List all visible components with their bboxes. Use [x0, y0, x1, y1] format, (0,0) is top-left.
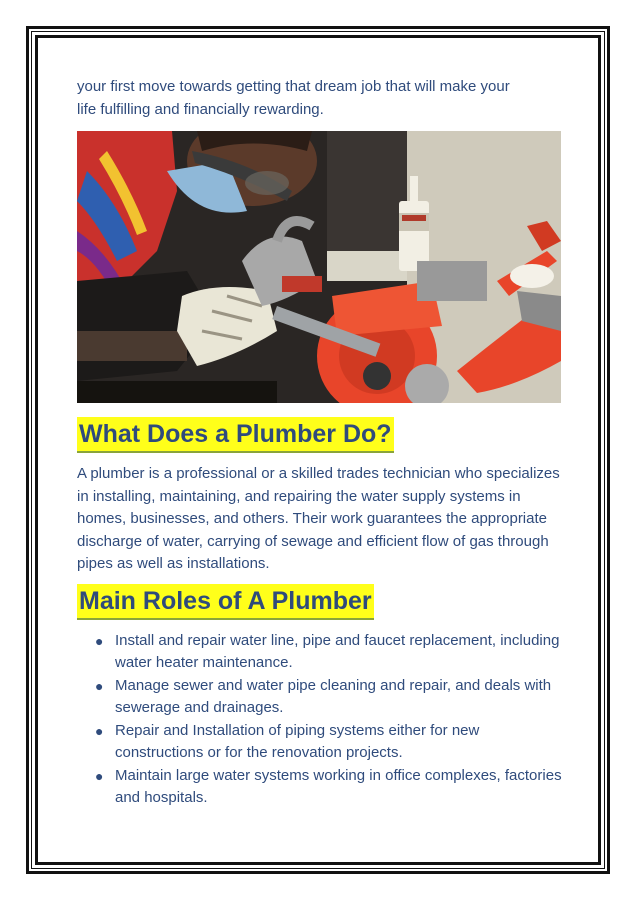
- list-item-text: Install and repair water line, pipe and faucet replacement, including water heater maintenance.: [115, 631, 560, 671]
- list-item-text: Manage sewer and water pipe cleaning and repair, and deals with sewerage and drainages.: [115, 676, 552, 716]
- bullet-icon: ●: [95, 722, 104, 739]
- bullet-icon: ●: [95, 767, 104, 784]
- list-item: [95, 720, 563, 765]
- list-item: [95, 765, 563, 810]
- list-item-text: Repair and Installation of piping systems either for new constructions or for the renovation projects.: [115, 721, 480, 761]
- roles-list: [77, 630, 563, 810]
- list-item-text: Maintain large water systems working in office complexes, factories and hospitals.: [115, 766, 562, 806]
- intro-paragraph: [77, 76, 563, 121]
- list-item: [95, 630, 563, 675]
- list-item: [95, 675, 563, 720]
- bullet-icon: ●: [95, 632, 104, 649]
- section-body-what-plumber-does: A plumber is a professional or a skilled trades technician who specializes in installing, maintaining, and repairing the water supply systems in homes, businesses, and others. Their work guarantees the appropriate discharge of water, carrying of sewage and efficient flow of gas through pipes as well as installations.: [77, 465, 560, 572]
- plumber-photo: [77, 131, 561, 403]
- intro-line-2: life fulfilling and financially rewarding.: [77, 100, 324, 118]
- page-content: [77, 76, 563, 810]
- section-heading-what-plumber-does: What Does a Plumber Do?: [77, 417, 394, 453]
- intro-line-1: your first move towards getting that dream job that will make your: [77, 78, 510, 95]
- section-heading-main-roles: Main Roles of A Plumber: [77, 584, 374, 620]
- bullet-icon: ●: [95, 677, 104, 694]
